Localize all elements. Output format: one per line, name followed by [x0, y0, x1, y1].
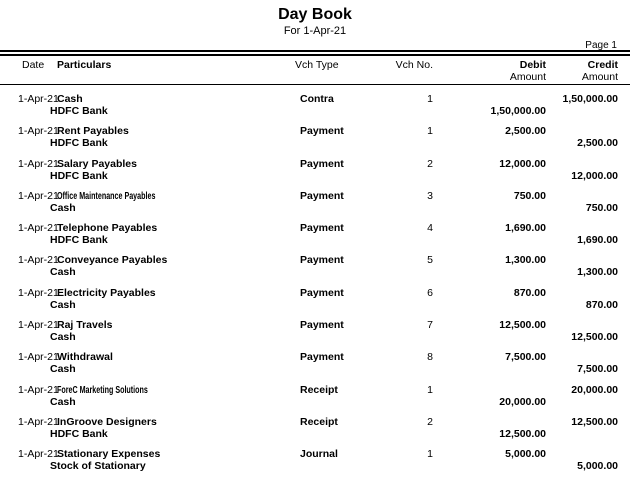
- row-vch-type: Payment: [300, 125, 344, 138]
- row-particulars-secondary: HDFC Bank: [50, 137, 108, 150]
- row-particulars-primary: Electricity Payables: [57, 286, 156, 299]
- row-particulars-secondary: HDFC Bank: [50, 169, 108, 182]
- table-header: [0, 59, 618, 83]
- row-credit-amount-line2: 12,500.00: [571, 331, 618, 344]
- row-debit-amount-line2: [436, 170, 546, 182]
- row-debit-amount-line2: [436, 331, 546, 343]
- table-row: [0, 351, 618, 375]
- table-row: [0, 93, 618, 117]
- row-vch-no: 7: [427, 319, 433, 332]
- row-vch-no: 2: [427, 157, 433, 170]
- row-date: 1-Apr-21: [18, 383, 59, 396]
- row-vch-no: 8: [427, 351, 433, 364]
- row-debit-amount-line1: 7,500.00: [505, 351, 546, 364]
- row-particulars-secondary: HDFC Bank: [50, 105, 108, 117]
- table-row: [0, 384, 618, 408]
- column-header-vch-type: Vch Type: [295, 59, 339, 71]
- row-credit-amount-line1: [546, 125, 618, 137]
- row-credit-amount-line2: 12,000.00: [571, 169, 618, 182]
- row-credit-amount-line2: [546, 105, 618, 117]
- row-credit-amount-line2: 2,500.00: [577, 137, 618, 150]
- row-particulars-primary: Conveyance Payables: [57, 254, 168, 267]
- row-vch-no: 3: [427, 189, 433, 202]
- table-row: [0, 190, 618, 214]
- table-row: [0, 287, 618, 311]
- row-credit-amount-line1: 20,000.00: [571, 383, 618, 396]
- row-date: 1-Apr-21: [18, 415, 59, 428]
- row-particulars-secondary: Cash: [50, 266, 76, 279]
- row-vch-type: Payment: [300, 319, 344, 332]
- row-date: 1-Apr-21: [18, 448, 59, 461]
- row-credit-amount-line2: 5,000.00: [577, 460, 618, 473]
- row-date: 1-Apr-21: [18, 157, 59, 170]
- row-credit-amount-line1: [546, 448, 618, 460]
- table-row: [0, 416, 618, 440]
- row-credit-amount-line2: [546, 428, 618, 440]
- row-particulars-primary: Salary Payables: [57, 157, 137, 170]
- row-vch-no: 5: [427, 254, 433, 267]
- row-credit-amount-line2: 870.00: [585, 298, 618, 311]
- table-row: [0, 222, 618, 246]
- row-particulars-primary: Office Maintenance Payables: [57, 189, 156, 202]
- row-particulars-secondary: Cash: [50, 395, 76, 408]
- row-debit-amount-line1: [436, 416, 546, 428]
- row-vch-type: Payment: [300, 351, 344, 364]
- row-vch-no: 4: [427, 222, 433, 235]
- table-row: [0, 125, 618, 149]
- row-date: 1-Apr-21: [18, 254, 59, 267]
- row-debit-amount-line2: [436, 299, 546, 311]
- row-debit-amount-line2: [436, 363, 546, 375]
- column-header-date: Date: [22, 59, 45, 71]
- row-vch-type: Receipt: [300, 383, 338, 396]
- row-credit-amount-line1: [546, 287, 618, 299]
- row-particulars-primary: Telephone Payables: [57, 222, 158, 235]
- column-subheader-debit-amount: Amount: [509, 71, 546, 83]
- page-title: Day Book: [278, 6, 352, 23]
- voucher-rows: [0, 93, 618, 478]
- row-particulars-secondary: Stock of Stationary: [50, 460, 146, 473]
- row-credit-amount-line2: 750.00: [585, 201, 618, 214]
- row-date: 1-Apr-21: [18, 125, 59, 138]
- row-debit-amount-line2: [436, 266, 546, 278]
- row-debit-amount-line1: 1,300.00: [505, 254, 546, 267]
- table-row: [0, 158, 618, 182]
- row-vch-type: Contra: [300, 93, 334, 105]
- row-debit-amount-line1: [436, 384, 546, 396]
- header-bottom-rule: [0, 84, 630, 85]
- row-vch-no: 1: [427, 125, 433, 138]
- report-period-subtitle: For 1-Apr-21: [283, 25, 347, 37]
- row-vch-no: 1: [427, 448, 433, 461]
- page-number: Page 1: [585, 40, 617, 51]
- column-header-vch-no: Vch No.: [395, 59, 433, 71]
- row-debit-amount-line2: [436, 234, 546, 246]
- row-particulars-primary: Cash: [57, 93, 83, 105]
- row-particulars-primary: InGroove Designers: [57, 415, 157, 428]
- row-date: 1-Apr-21: [18, 319, 59, 332]
- row-debit-amount-line1: 5,000.00: [505, 448, 546, 461]
- row-debit-amount-line1: 12,000.00: [499, 157, 546, 170]
- row-vch-type: Receipt: [300, 415, 338, 428]
- row-debit-amount-line1: 750.00: [513, 189, 546, 202]
- row-debit-amount-line2: [436, 460, 546, 472]
- table-row: [0, 448, 618, 472]
- row-vch-type: Payment: [300, 286, 344, 299]
- row-credit-amount-line1: [546, 222, 618, 234]
- column-header-credit: Credit: [587, 59, 618, 71]
- row-particulars-primary: Withdrawal: [57, 351, 113, 364]
- row-vch-type: Payment: [300, 157, 344, 170]
- row-vch-type: Payment: [300, 222, 344, 235]
- table-row: [0, 254, 618, 278]
- row-vch-no: 1: [427, 383, 433, 396]
- row-vch-type: Payment: [300, 189, 344, 202]
- row-debit-amount-line2: 1,50,000.00: [490, 105, 546, 117]
- row-date: 1-Apr-21: [18, 351, 59, 364]
- row-date: 1-Apr-21: [18, 93, 59, 105]
- row-credit-amount-line1: [546, 254, 618, 266]
- row-vch-no: 2: [427, 415, 433, 428]
- header-top-double-rule: [0, 50, 630, 56]
- row-debit-amount-line1: 1,690.00: [505, 222, 546, 235]
- row-particulars-primary: Rent Payables: [57, 125, 129, 138]
- row-particulars-primary: Raj Travels: [57, 319, 113, 332]
- row-vch-no: 1: [427, 93, 433, 105]
- row-vch-type: Journal: [300, 448, 338, 461]
- row-vch-no: 6: [427, 286, 433, 299]
- row-debit-amount-line2: 12,500.00: [499, 427, 546, 440]
- row-debit-amount-line1: 870.00: [513, 286, 546, 299]
- row-particulars-secondary: Cash: [50, 331, 76, 344]
- row-debit-amount-line2: [436, 137, 546, 149]
- row-particulars-secondary: Cash: [50, 298, 76, 311]
- row-debit-amount-line2: 20,000.00: [499, 395, 546, 408]
- row-particulars-primary: Stationary Expenses: [57, 448, 161, 461]
- row-credit-amount-line1: 12,500.00: [571, 415, 618, 428]
- column-subheader-credit-amount: Amount: [581, 71, 618, 83]
- row-particulars-secondary: Cash: [50, 201, 76, 214]
- row-credit-amount-line1: 1,50,000.00: [562, 93, 618, 105]
- row-credit-amount-line2: 1,690.00: [577, 234, 618, 247]
- row-vch-type: Payment: [300, 254, 344, 267]
- row-credit-amount-line1: [546, 351, 618, 363]
- row-debit-amount-line1: [436, 93, 546, 105]
- row-particulars-primary: ForeC Marketing Solutions: [57, 383, 148, 396]
- row-credit-amount-line2: [546, 396, 618, 408]
- row-date: 1-Apr-21: [18, 222, 59, 235]
- row-date: 1-Apr-21: [18, 189, 59, 202]
- row-particulars-secondary: HDFC Bank: [50, 427, 108, 440]
- table-header-row-1: [0, 59, 618, 71]
- row-credit-amount-line2: 1,300.00: [577, 266, 618, 279]
- row-debit-amount-line2: [436, 202, 546, 214]
- row-credit-amount-line1: [546, 158, 618, 170]
- table-row: [0, 319, 618, 343]
- column-header-debit: Debit: [519, 59, 546, 71]
- row-debit-amount-line1: 2,500.00: [505, 125, 546, 138]
- row-debit-amount-line1: 12,500.00: [499, 319, 546, 332]
- row-credit-amount-line1: [546, 319, 618, 331]
- row-credit-amount-line2: 7,500.00: [577, 363, 618, 376]
- row-particulars-secondary: HDFC Bank: [50, 234, 108, 247]
- column-header-particulars: Particulars: [57, 59, 112, 71]
- row-date: 1-Apr-21: [18, 286, 59, 299]
- table-header-row-2: [0, 71, 618, 83]
- row-credit-amount-line1: [546, 190, 618, 202]
- row-particulars-secondary: Cash: [50, 363, 76, 376]
